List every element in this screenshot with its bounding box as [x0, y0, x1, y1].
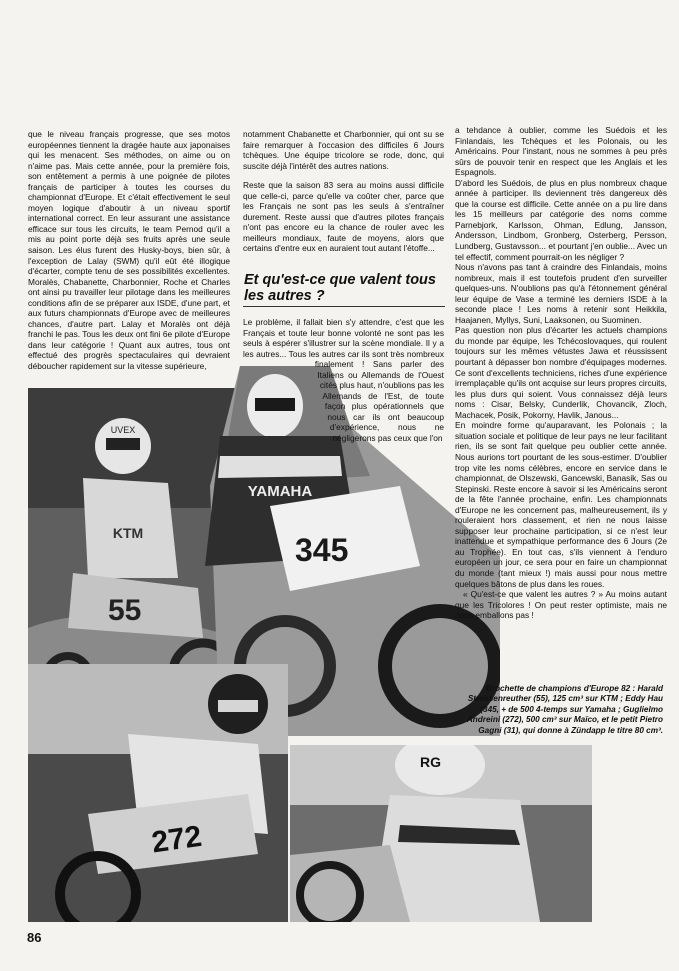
column-3: [455, 125, 667, 621]
plate-272: 272: [149, 819, 204, 860]
col3-paragraph-6: « Qu'est-ce que valent les autres ? » Au moins autant que les Tricolores ! On peut rester optimiste, mais ne nous emballons pas !: [455, 589, 667, 621]
column-2-top: [243, 129, 444, 254]
col2-paragraph-1: notamment Chabanette et Charbonnier, qui ont su se faire remarquer à l'occasion des difficiles 6 Jours tchèques. Une équipe tricolore se rode, donc, qui suscite déjà l'intérêt des autres nations.: [243, 129, 444, 171]
bike-label-ktm: KTM: [112, 525, 144, 541]
col1-paragraph: que le niveau français progresse, que ses motos européennes tiennent la dragée haute aux japonaises qui les menacent. Ses méthodes, on aime ou on n'aime pas. Mais cette année, pour la première fois, son entêtement a permis à une poignée de pilotes français de participer à toutes les courses du championnat d'Europe. Et c'était effectivement le seul moyen logique d'aboutir à un niveau sportif international correct. En leur assurant une assistance efficace sur tous les circuits, le team Pernod qu'il a mis au point porte déjà ses fruits après une seule saison. Les élus furent des Husky-boys, bien sûr, à l'exception de Lalay (SWM) qu'il eût été illogique d'écarter, compte tenu de ses possibilités excellentes. Moralès, Chabanette, Charbonnier, Roche et Charles ont ainsi pu travailler leur pilotage dans les meilleures conditions afin de se préparer aux ISDE, d'une part, et aux futurs championnats d'Europe avec de meilleures chances, d'autre part. Lalay et Moralès ont déjà franchi le pas. Tous les deux ont fini 6e pilote d'Europe dans leur catégorie ! Quant aux autres, tous ont effectué des progrès spectaculaires qui devraient déboucher rapidement sur la vitesse supérieure,: [28, 129, 230, 372]
jersey-label-yamaha: YAMAHA: [247, 483, 313, 500]
column-2-bottom: [243, 317, 444, 477]
photo-caption: Brochette de champions d'Europe 82 : Harald Strossenreuther (55), 125 cm³ sur KTM ; Eddy Hau (345, + de 500 4-temps sur Yamaha ; Guglielmo Andreini (272), 500 cm³ sur Maïco, et le petit Pietro Gagni (31), qui donne à Zündapp le titre 80 cm³.: [466, 684, 663, 735]
helmet-label-rg: RG: [420, 754, 441, 770]
plate-345: 345: [295, 532, 349, 568]
photo-rider-272: [28, 664, 288, 922]
col3-paragraph-3: Nous n'avons pas tant à craindre des Finlandais, moins nombreux, mais il est toutefois prudent d'en surveiller quelques-uns. N'oublions pas qu'à l'étonnement général leur équipe de Vase a terminé les derniers ISDE à la seconde place ! Les noms à retenir sont Heikkila, Haajanen, Myllys, Suni, Laaksonen, ou Suominen.: [455, 262, 667, 325]
column-1: [28, 129, 230, 372]
page-number: 86: [27, 930, 42, 945]
heading-rule: [243, 306, 445, 307]
col2-bottom-paragraph: Le problème, il fallait bien s'y attendre, c'est que les Français et toute leur bonne volonté ne sont pas les seuls à espérer s'illustrer sur la scène mondiale. Il y a les autres... Tous les autres car ils sont très nombreux finalement ! Sans parler des Italiens ou Allemands de l'Ouest cités plus haut, n'oublions pas les Allemands de l'Est, de toute façon plus opérationnels que nous car ils ont beaucoup d'expérience, nous ne négligerons pas ceux que l'on: [243, 317, 444, 444]
plate-55: 55: [108, 594, 142, 627]
photo-rider-31: [290, 745, 592, 922]
section-heading: Et qu'est-ce que valent tous les autres ?: [244, 272, 436, 304]
col2-paragraph-2: Reste que la saison 83 sera au moins aussi difficile que celle-ci, parce qu'elle va coûter cher, parce que les Français ne sont pas les seuls à s'entraîner durement. Reste aussi que d'autres pilotes français n'ont pas encore eu la chance de rouler avec les meilleurs mondiaux, faute de moyens, alors que certains d'entre eux en auraient tout autant l'étoffe...: [243, 180, 444, 254]
col3-paragraph-2: D'abord les Suédois, de plus en plus nombreux chaque année à participer. Ils deviennent très dangereux dès que la course est difficile. Cette année on a pu lire dans les 15 meilleurs par catégorie des noms comme Parnebjork, Karlsson, Ohman, Edlung, Jansson, Andersson, Lindbom, Gronberg, Osterberg, Persson, Lundberg, Gustavsson... et pourtant j'en oublie... Avec un tel effectif, comment pourrait-on les négliger ?: [455, 177, 667, 262]
col3-paragraph-1: a tehdance à oublier, comme les Suédois et les Finlandais, les Tchèques et les Polonais, ou les Américains. Pour l'instant, nous ne sommes à peu près sûrs de pouvoir tenir en respect que les Anglais et les Espagnols.: [455, 125, 667, 178]
col3-paragraph-5: En moindre forme qu'auparavant, les Polonais ; la situation sociale et politique de leur pays ne leur facilitant rien, ils se sont fait quelque peu oublier cette année. Nous aurions tort pourtant de les sous-estimer. D'oublier trop vite les noms célèbres, encore en service dans le championnat, de Olszewski, Gancewski, Banasik, Sas ou Stepinski. Reste encore à savoir si les Américains seront de la fête l'année prochaine, enfin. Les championnats d'Europe ne les concernent pas, malheureusement, ils y rouleraient hors classement, et rien ne nous laisse supposer leur prochaine participation, si ce n'est leur inattendue et sympathique performance des 6 Jours (2e au Trophée). En tout cas, s'ils viennent à l'enduro européen un jour, ce sera pour en faire un championnat du monde (tant mieux !) mais aussi pour nous mettre quelques bâtons de plus dans les roues.: [455, 420, 667, 589]
helmet-label-uvex: UVEX: [110, 425, 136, 435]
col3-paragraph-4: Pas question non plus d'écarter les actuels champions du monde par équipe, les Tchécoslovaques, qui roulent toujours sur les mêmes vétustes Jawa et réussissent pourtant à dépasser bon nombre d'équipages modernes. Ce sont d'excellents techniciens, riches d'une expérience irremplaçable qu'ils ont acquise sur leurs propres circuits, les plus durs qui soient. Vous connaissez déjà leurs noms : Cisar, Belsky, Cunderlik, Chovancik, Zloch, Machacek, Posik, Pokorny, Havlik, Janous...: [455, 325, 667, 420]
